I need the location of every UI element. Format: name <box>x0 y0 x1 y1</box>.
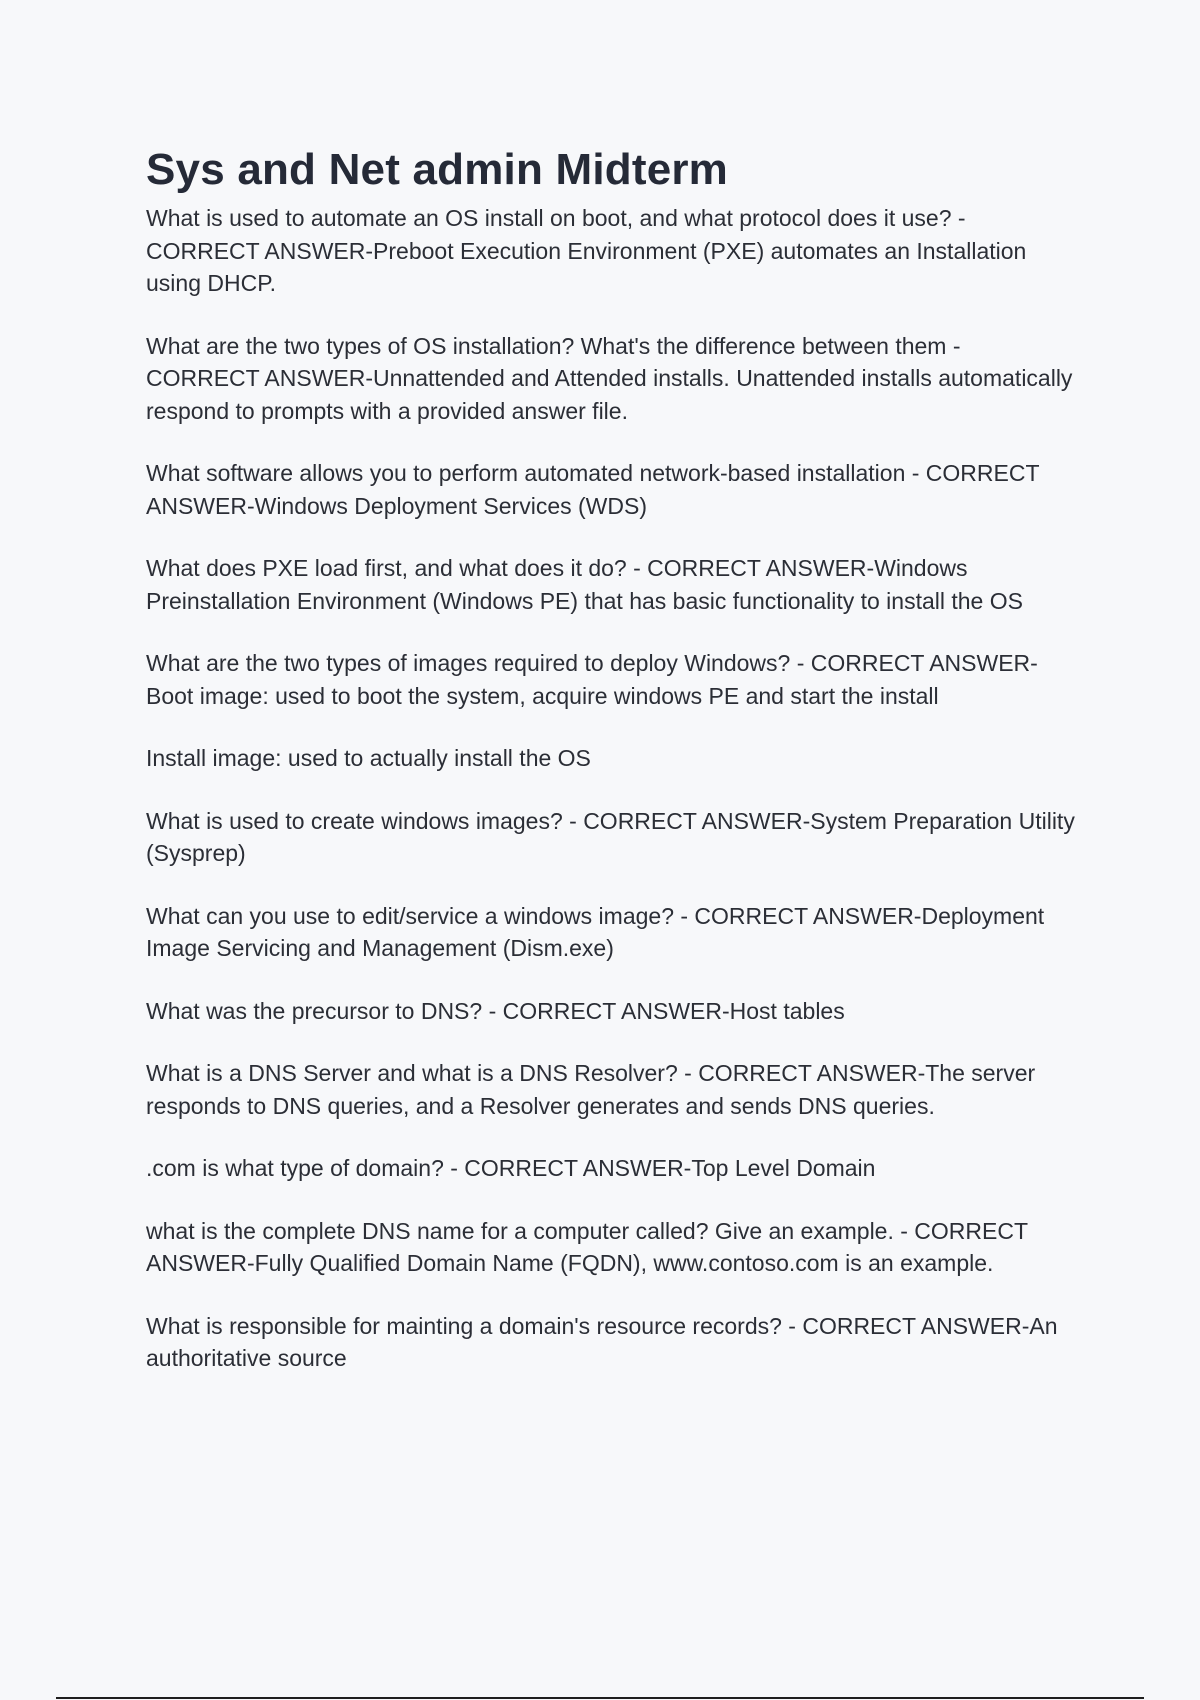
document-page <box>146 140 1076 1405</box>
qa-item: What is used to create windows images? - CORRECT ANSWER-System Preparation Utility (Sysprep) <box>146 807 1075 866</box>
qa-list <box>146 202 1076 1375</box>
qa-item: What software allows you to perform automated network-based installation - CORRECT ANSWER-Windows Deployment Services (WDS) <box>146 460 1040 519</box>
qa-item: What are the two types of OS installation? What's the difference between them - CORRECT ANSWER-Unnattended and Attended installs. Unattended installs automatically respond to prompts with a provided answer file. <box>146 332 1073 424</box>
qa-item: What are the two types of images required to deploy Windows? - CORRECT ANSWER-Boot image: used to boot the system, acquire windows PE and start the install <box>146 650 1038 709</box>
qa-item: What does PXE load first, and what does it do? - CORRECT ANSWER-Windows Preinstallation Environment (Windows PE) that has basic functionality to install the OS <box>146 555 1023 614</box>
qa-item: Install image: used to actually install the OS <box>146 745 591 771</box>
qa-item: What can you use to edit/service a windows image? - CORRECT ANSWER-Deployment Image Servicing and Management (Dism.exe) <box>146 902 1045 961</box>
qa-item: .com is what type of domain? - CORRECT ANSWER-Top Level Domain <box>146 1155 876 1181</box>
qa-item: What was the precursor to DNS? - CORRECT ANSWER-Host tables <box>146 997 845 1024</box>
document-title: Sys and Net admin Midterm <box>146 145 729 194</box>
qa-item: What is responsible for mainting a domain's resource records? - CORRECT ANSWER-An authoritative source <box>146 1312 1058 1371</box>
qa-item: What is a DNS Server and what is a DNS Resolver? - CORRECT ANSWER-The server responds to DNS queries, and a Resolver generates and sends DNS queries. <box>146 1060 1036 1119</box>
qa-item: what is the complete DNS name for a computer called? Give an example. - CORRECT ANSWER-Fully Qualified Domain Name (FQDN), www.contoso.com is an example. <box>146 1217 1028 1276</box>
page-bottom-divider <box>56 1697 1144 1699</box>
qa-item: What is used to automate an OS install on boot, and what protocol does it use? - CORRECT ANSWER-Preboot Execution Environment (PXE) automates an Installation using DHCP. <box>146 205 1027 296</box>
